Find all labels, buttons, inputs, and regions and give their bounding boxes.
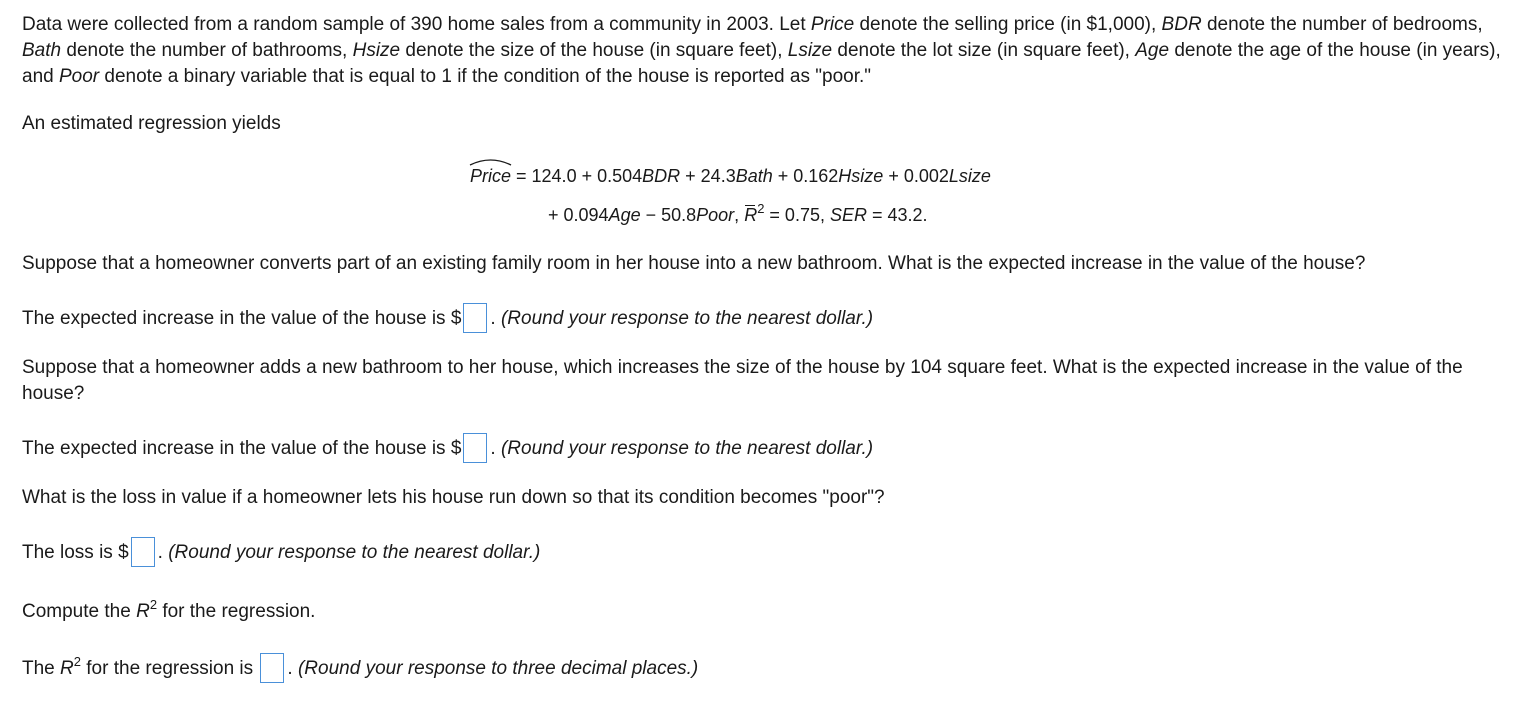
q4-answer-input[interactable] — [260, 653, 284, 683]
regression-equation-line-2: + 0.094Age − 50.8Poor, $R^2 = 0.75$, SER = 43.2. — [548, 201, 928, 225]
question-3-text: What is the loss in value if a homeowner lets his house run down so that its condition becomes "poor"? — [22, 487, 885, 508]
question-2-text: Suppose that a homeowner adds a new bathroom to her house, which increases the size of the house by 104 square feet. What is the expected increase in the value of the house? — [22, 357, 1463, 404]
question-3-answer-row: The loss is $ . (Round your response to the nearest dollar.) — [22, 537, 1502, 567]
problem-intro: Data were collected from a random sample of 390 home sales from a community in 2003. Let Price denote the selling price (in $1,000), BDR denote the number of bedrooms, Bath denote the number of bathrooms, Hsize denote the size of the house (in square feet), Lsize denote the lot size (in square feet), Age denote the age of the house (in years), and Poor denote a binary variable that is equal to 1 if the condition of the house is reported as "poor." — [22, 14, 1501, 87]
regression-intro: An estimated regression yields — [22, 113, 281, 134]
regression-equation-line-1: Price = 124.0 + 0.504BDR + 24.3Bath + 0.162Hsize + 0.002Lsize — [470, 164, 991, 188]
question-1-answer-row: The expected increase in the value of the house is $ . (Round your response to the nearest dollar.) — [22, 303, 1502, 333]
question-4-answer-row: The $R^2$ for the regression is . (Round your response to three decimal places.) — [22, 653, 1502, 683]
question-2-answer-row: The expected increase in the value of the house is $ . (Round your response to the nearest dollar.) — [22, 433, 1502, 463]
q3-answer-input[interactable] — [131, 537, 155, 567]
q1-answer-input[interactable] — [463, 303, 487, 333]
q2-answer-input[interactable] — [463, 433, 487, 463]
question-1-text: Suppose that a homeowner converts part of an existing family room in her house into a new bathroom. What is the expected increase in the value of the house? — [22, 253, 1366, 274]
question-4-text: Compute the $R^2$ for the regression. — [22, 597, 316, 622]
adjusted-r-squared-symbol: R — [744, 205, 758, 225]
price-hat: Price — [470, 164, 511, 188]
